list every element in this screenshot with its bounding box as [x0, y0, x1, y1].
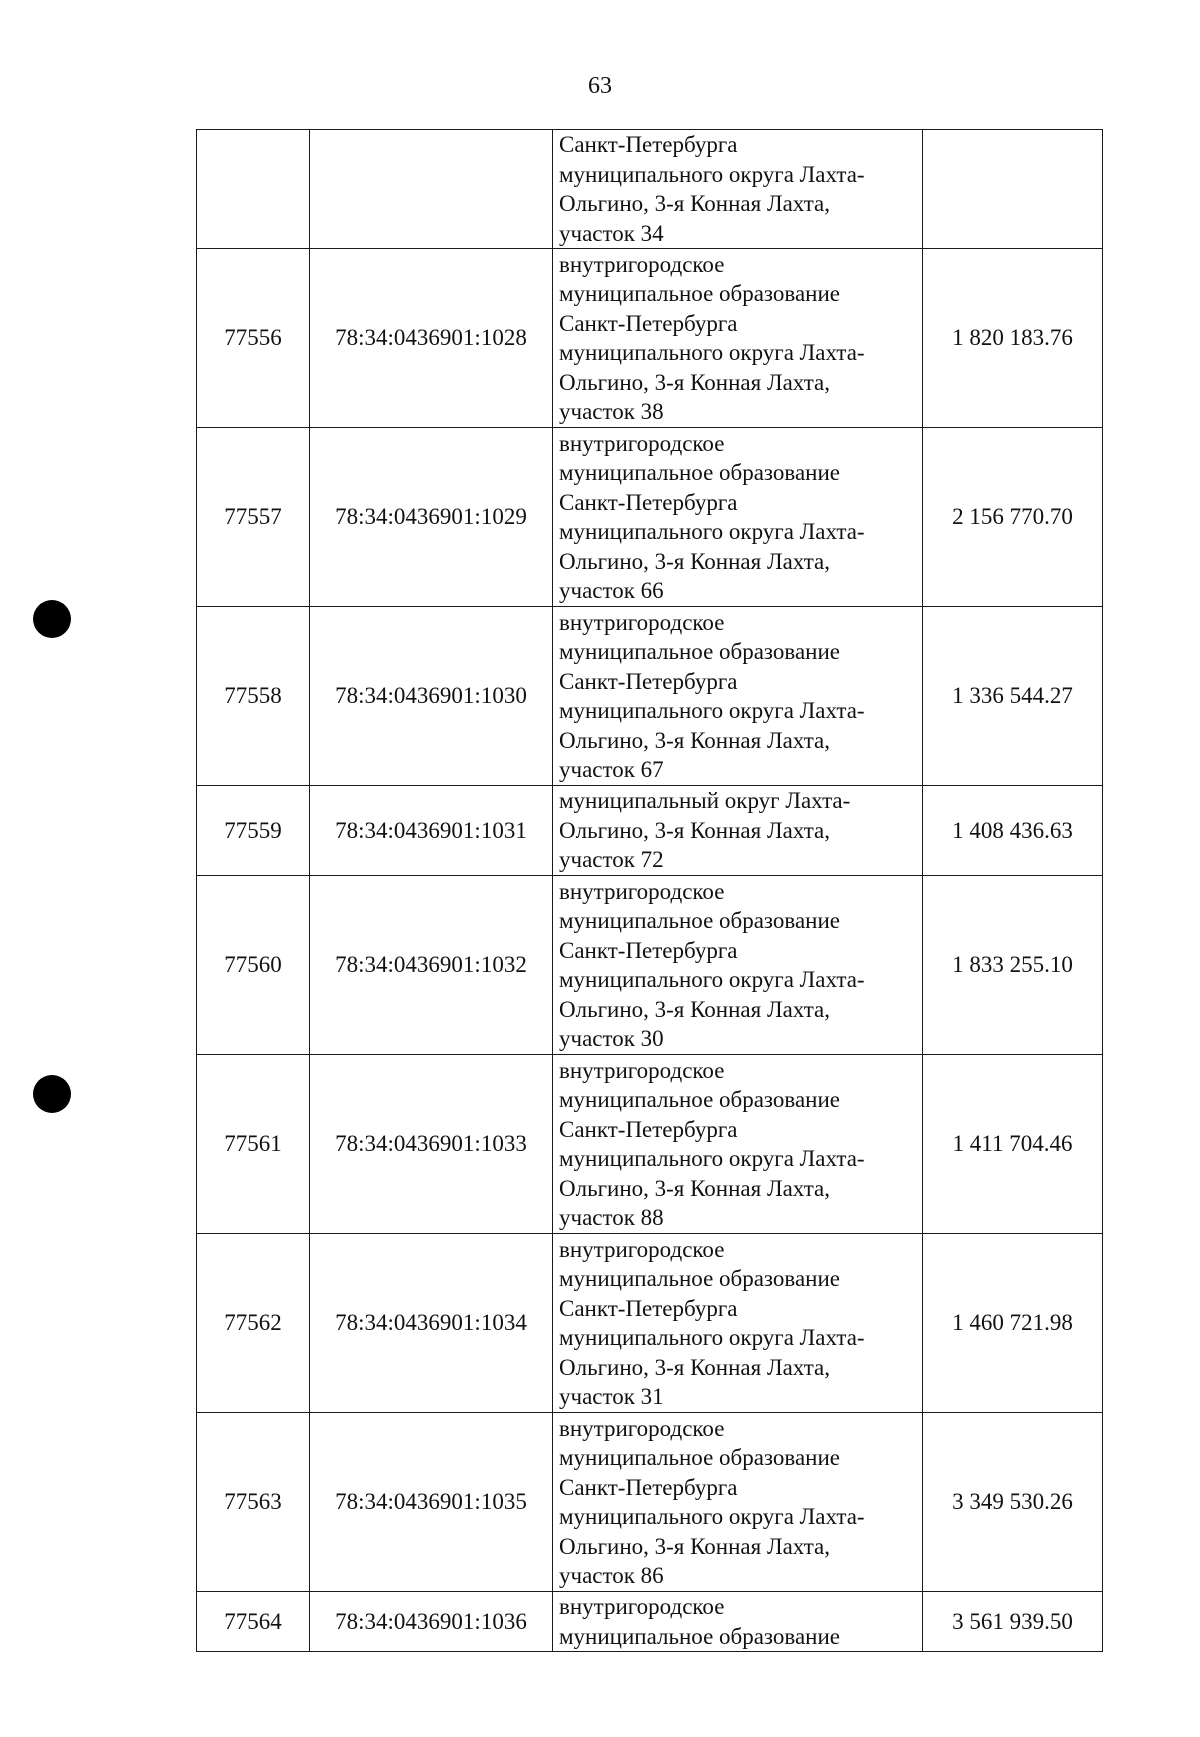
address-line: участок 31 — [559, 1384, 664, 1409]
address-line: внутригородское — [559, 1415, 725, 1441]
row-number: 77557 — [197, 428, 310, 607]
table-row — [197, 607, 1103, 786]
cadastral-value: 1 408 436.63 — [923, 786, 1103, 876]
address-line: муниципальное образование — [559, 639, 840, 664]
address-line: муниципального округа Лахта- — [559, 1325, 865, 1350]
address-line: участок 34 — [559, 220, 664, 246]
table-row — [197, 1234, 1103, 1413]
address-line: Санкт-Петербурга — [559, 310, 738, 336]
address-line: участок 86 — [559, 1563, 664, 1588]
address-line: внутригородское — [559, 878, 725, 904]
page-number: 63 — [588, 73, 612, 99]
land-plot-table — [196, 129, 1103, 1652]
table-row — [197, 1592, 1103, 1652]
address-line: внутригородское — [559, 1057, 725, 1083]
plot-address — [553, 786, 923, 876]
address-line: внутригородское — [559, 251, 725, 277]
row-number: 77560 — [197, 876, 310, 1055]
address-line: муниципальное образование — [559, 1445, 840, 1470]
address-line: Ольгино, 3-я Конная Лахта, — [559, 1533, 830, 1559]
address-line: муниципального округа Лахта- — [559, 161, 865, 187]
table-row — [197, 249, 1103, 428]
address-line: муниципальное образование — [559, 1623, 840, 1649]
address-line: муниципального округа Лахта- — [559, 340, 865, 365]
plot-address — [553, 1592, 923, 1652]
cadastral-number: 78:34:0436901:1033 — [310, 1055, 553, 1234]
address-line: участок 72 — [559, 847, 664, 873]
cadastral-number: 78:34:0436901:1036 — [310, 1592, 553, 1652]
row-number — [197, 130, 310, 249]
cadastral-value: 1 336 544.27 — [923, 607, 1103, 786]
address-line: внутригородское — [559, 1236, 725, 1262]
plot-address — [553, 1413, 923, 1592]
address-line: Ольгино, 3-я Конная Лахта, — [559, 191, 830, 216]
plot-address — [553, 1055, 923, 1234]
address-line: внутригородское — [559, 1594, 725, 1619]
cadastral-number: 78:34:0436901:1035 — [310, 1413, 553, 1592]
address-line: Ольгино, 3-я Конная Лахта, — [559, 817, 830, 843]
row-number: 77562 — [197, 1234, 310, 1413]
address-line: Санкт-Петербурга — [559, 489, 738, 515]
punch-hole-bottom — [33, 1075, 71, 1113]
address-line: участок 38 — [559, 399, 664, 424]
address-line: Санкт-Петербурга — [559, 1295, 738, 1321]
address-line: муниципальное образование — [559, 460, 840, 485]
address-line: муниципальное образование — [559, 1087, 840, 1112]
row-number: 77563 — [197, 1413, 310, 1592]
address-line: Санкт-Петербурга — [559, 937, 738, 963]
cadastral-number: 78:34:0436901:1031 — [310, 786, 553, 876]
plot-address — [553, 607, 923, 786]
address-line: муниципального округа Лахта- — [559, 698, 865, 723]
plot-address — [553, 1234, 923, 1413]
plot-address — [553, 249, 923, 428]
address-line: Ольгино, 3-я Конная Лахта, — [559, 1354, 830, 1380]
cadastral-number: 78:34:0436901:1028 — [310, 249, 553, 428]
address-line: Ольгино, 3-я Конная Лахта, — [559, 996, 830, 1022]
address-line: муниципального округа Лахта- — [559, 1146, 865, 1171]
address-line: муниципального округа Лахта- — [559, 519, 865, 544]
address-line: муниципальный округ Лахта- — [559, 788, 851, 814]
row-number: 77556 — [197, 249, 310, 428]
cadastral-number: 78:34:0436901:1030 — [310, 607, 553, 786]
address-line: Санкт-Петербурга — [559, 132, 738, 157]
row-number: 77559 — [197, 786, 310, 876]
table-row — [197, 876, 1103, 1055]
address-line: участок 30 — [559, 1026, 664, 1051]
address-line: муниципальное образование — [559, 908, 840, 933]
address-line: участок 67 — [559, 757, 664, 782]
plot-address — [553, 876, 923, 1055]
table-row — [197, 1055, 1103, 1234]
cadastral-value: 1 833 255.10 — [923, 876, 1103, 1055]
cadastral-value: 1 820 183.76 — [923, 249, 1103, 428]
address-line: Ольгино, 3-я Конная Лахта, — [559, 727, 830, 753]
cadastral-value: 3 349 530.26 — [923, 1413, 1103, 1592]
table-row — [197, 1413, 1103, 1592]
cadastral-number: 78:34:0436901:1029 — [310, 428, 553, 607]
address-line: Санкт-Петербурга — [559, 668, 738, 694]
cadastral-value: 1 460 721.98 — [923, 1234, 1103, 1413]
cadastral-value — [923, 130, 1103, 249]
address-line: внутригородское — [559, 430, 725, 456]
address-line: участок 88 — [559, 1205, 664, 1230]
address-line: Ольгино, 3-я Конная Лахта, — [559, 1175, 830, 1201]
row-number: 77561 — [197, 1055, 310, 1234]
table-row — [197, 130, 1103, 249]
address-line: Санкт-Петербурга — [559, 1474, 738, 1500]
address-line: муниципальное образование — [559, 1266, 840, 1291]
table-row — [197, 428, 1103, 607]
address-line: муниципальное образование — [559, 281, 840, 306]
address-line: муниципального округа Лахта- — [559, 1504, 865, 1529]
table-row — [197, 786, 1103, 876]
cadastral-value: 3 561 939.50 — [923, 1592, 1103, 1652]
cadastral-number — [310, 130, 553, 249]
cadastral-value: 2 156 770.70 — [923, 428, 1103, 607]
plot-address — [553, 428, 923, 607]
address-line: Ольгино, 3-я Конная Лахта, — [559, 369, 830, 395]
address-line: муниципального округа Лахта- — [559, 967, 865, 992]
land-plot-table-body — [197, 130, 1103, 1652]
address-line: Санкт-Петербурга — [559, 1116, 738, 1142]
cadastral-value: 1 411 704.46 — [923, 1055, 1103, 1234]
cadastral-number: 78:34:0436901:1034 — [310, 1234, 553, 1413]
row-number: 77558 — [197, 607, 310, 786]
row-number: 77564 — [197, 1592, 310, 1652]
punch-hole-top — [33, 600, 71, 638]
address-line: участок 66 — [559, 578, 664, 603]
address-line: внутригородское — [559, 609, 725, 635]
cadastral-number: 78:34:0436901:1032 — [310, 876, 553, 1055]
plot-address — [553, 130, 923, 249]
address-line: Ольгино, 3-я Конная Лахта, — [559, 548, 830, 574]
